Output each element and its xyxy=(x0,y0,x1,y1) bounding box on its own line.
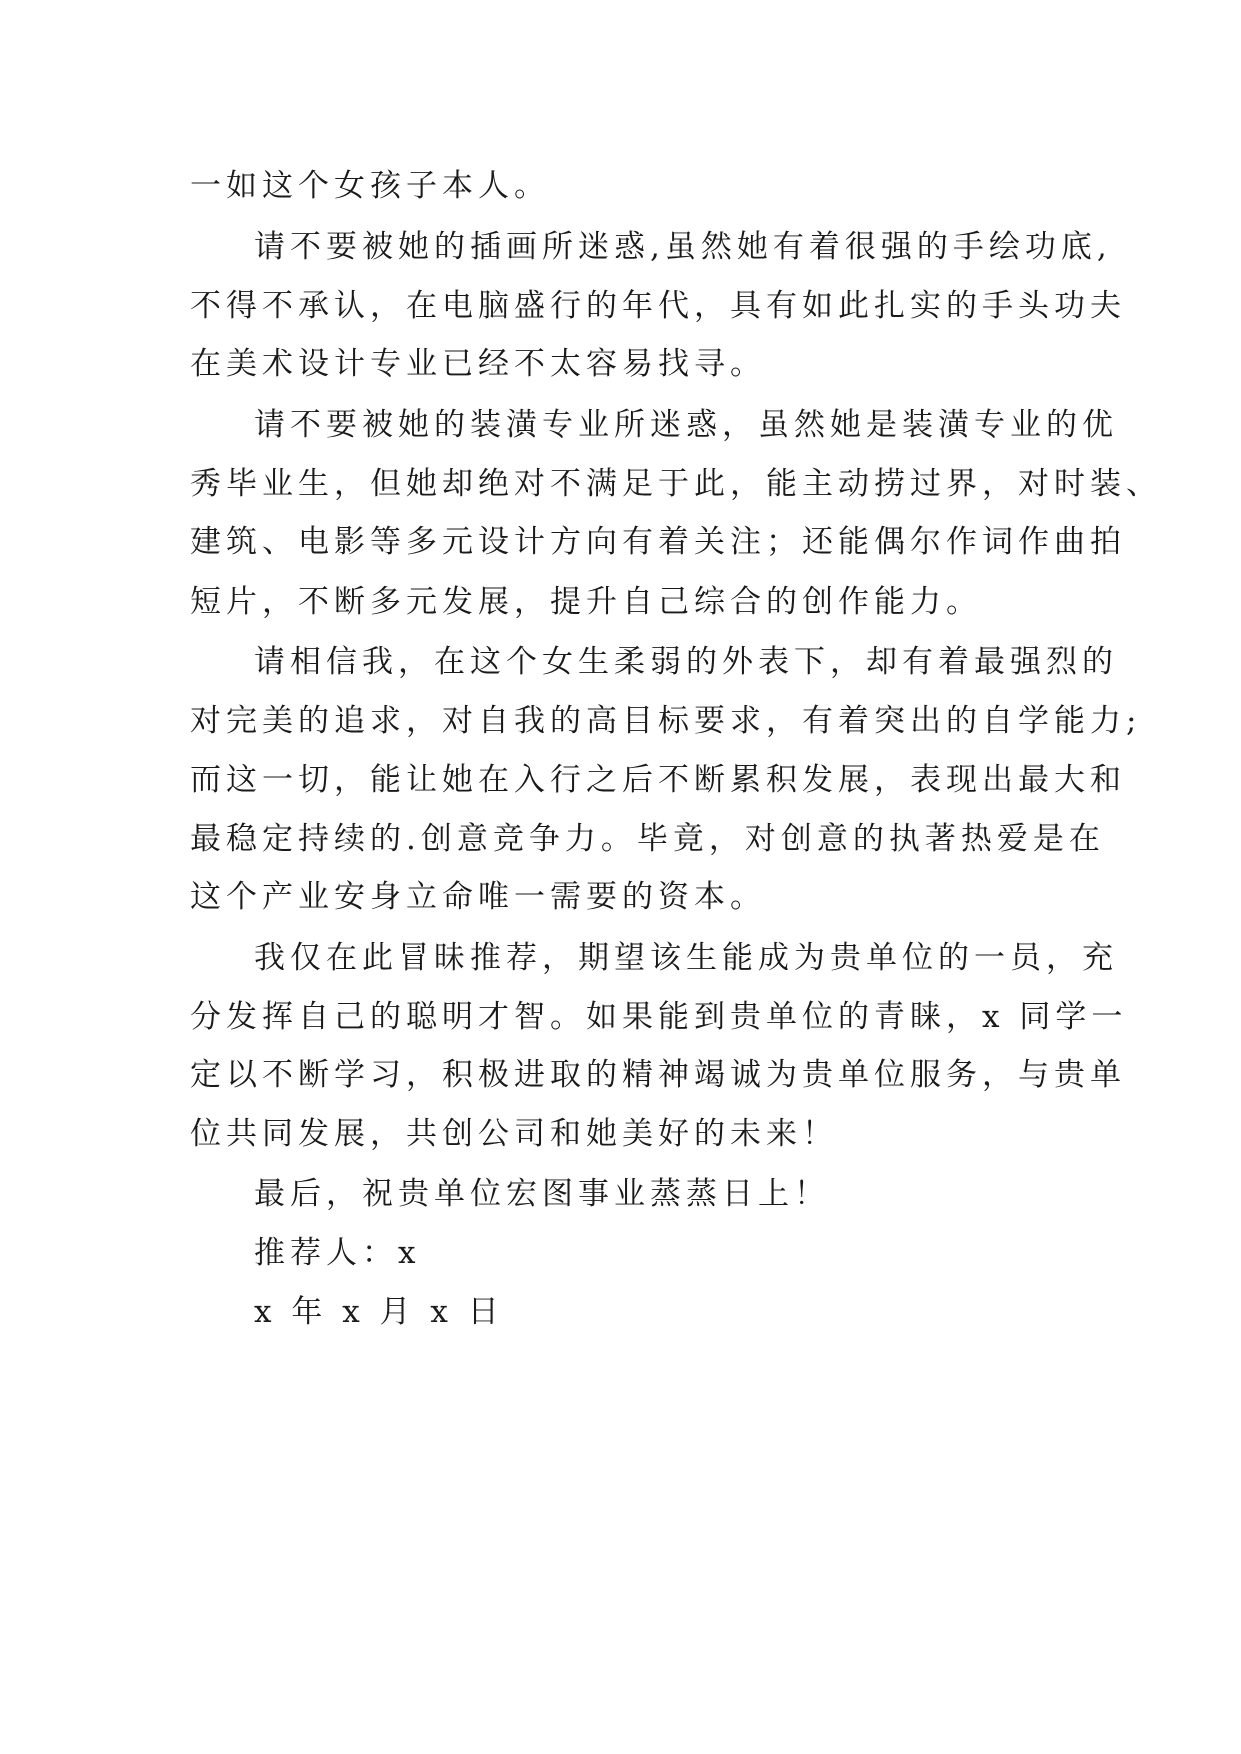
text-line-14: 我仅在此冒昧推荐，期望该生能成为贵单位的一员，充 xyxy=(254,940,1118,976)
text-line-15: 分发挥自己的聪明才智。如果能到贵单位的青睐，x 同学一 xyxy=(190,999,1128,1035)
text-line-11: 而这一切，能让她在入行之后不断累积发展，表现出最大和 xyxy=(190,762,1126,798)
signature-date: x 年 x 月 x 日 xyxy=(254,1294,504,1330)
text-line-18: 最后，祝贵单位宏图事业蒸蒸日上！ xyxy=(254,1176,830,1212)
text-line-12: 最稳定持续的.创意竞争力。毕竟，对创意的执著热爱是在 xyxy=(190,821,1105,857)
text-line-5: 请不要被她的装潢专业所迷惑，虽然她是装潢专业的优 xyxy=(254,407,1118,443)
text-line-6: 秀毕业生，但她却绝对不满足于此，能主动捞过界，对时装、 xyxy=(190,466,1162,502)
text-line-7: 建筑、电影等多元设计方向有着关注；还能偶尔作词作曲拍 xyxy=(190,524,1126,560)
signature-recommender: 推荐人：x xyxy=(254,1235,421,1271)
text-line-13: 这个产业安身立命唯一需要的资本。 xyxy=(190,879,766,915)
text-line-10: 对完美的追求，对自我的高目标要求，有着突出的自学能力; xyxy=(190,703,1142,739)
text-line-1: 一如这个女孩子本人。 xyxy=(190,168,550,204)
text-line-9: 请相信我，在这个女生柔弱的外表下，却有着最强烈的 xyxy=(254,644,1118,680)
text-line-17: 位共同发展，共创公司和她美好的未来！ xyxy=(190,1116,838,1152)
text-line-3: 不得不承认，在电脑盛行的年代，具有如此扎实的手头功夫 xyxy=(190,288,1126,324)
text-line-2: 请不要被她的插画所迷惑,虽然她有着很强的手绘功底, xyxy=(254,229,1112,265)
text-line-8: 短片，不断多元发展，提升自己综合的创作能力。 xyxy=(190,584,982,620)
text-line-4: 在美术设计专业已经不太容易找寻。 xyxy=(190,346,766,382)
text-line-16: 定以不断学习，积极进取的精神竭诚为贵单位服务，与贵单 xyxy=(190,1057,1126,1093)
